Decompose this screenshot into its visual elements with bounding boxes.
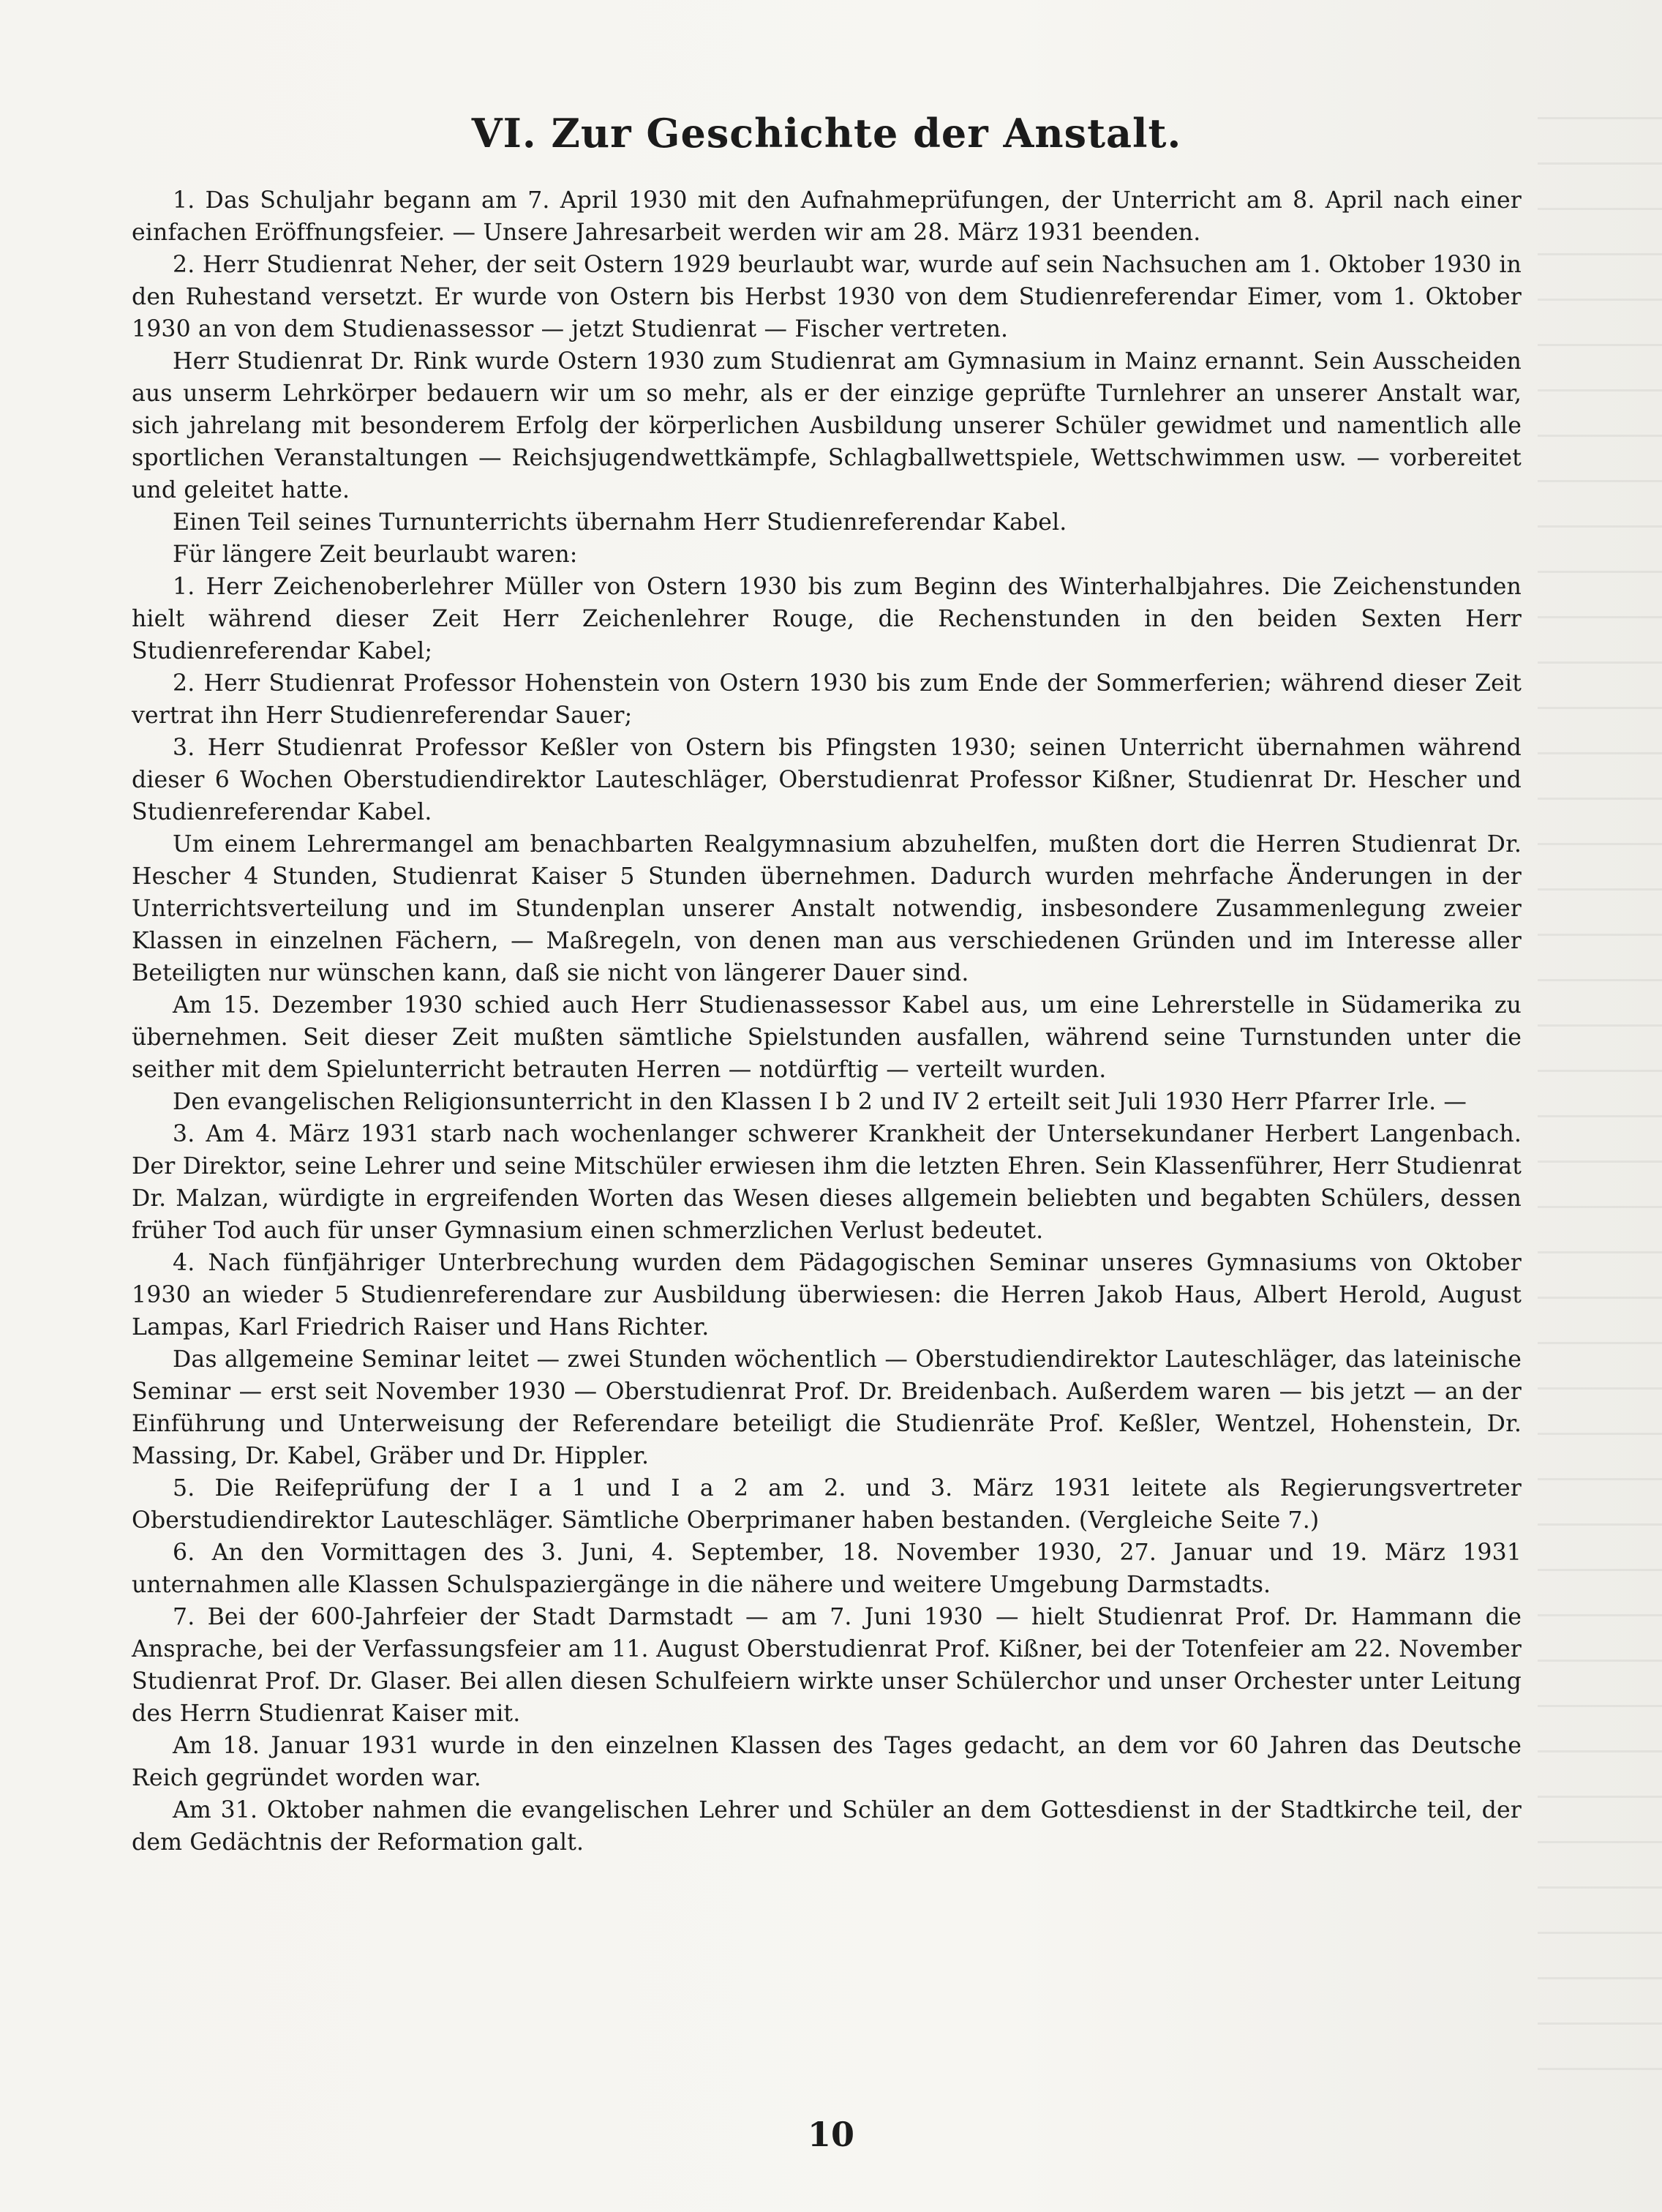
paragraph-2: 2. Herr Studienrat Neher, der seit Ostern 1929 beurlaubt war, wurde auf sein Nachsuchen am 1. Oktober 1930 in den Ruhestand versetzt. Er wurde von Ostern bis Herbst 1930 von dem Studienreferendar Eimer, vom 1. Oktober 1930 an von dem Studienassessor — jetzt Studienrat — Fischer vertreten.: [132, 252, 1522, 342]
paragraph-13: 4. Nach fünfjähriger Unterbrechung wurden dem Pädagogischen Seminar unseres Gymnasiums von Oktober 1930 an wieder 5 Studienreferendare zur Ausbildung überwiesen: die Herren Jakob Haus, Albert Herold, August Lampas, Karl Friedrich Raiser und Hans Richter.: [132, 1250, 1522, 1341]
paragraph-16: 6. An den Vormittagen des 3. Juni, 4. September, 18. November 1930, 27. Januar und 19. März 1931 unternahmen alle Klassen Schulspaziergänge in die nähere und weitere Umgebung Darmstadts.: [132, 1540, 1522, 1598]
paragraph-12: 3. Am 4. März 1931 starb nach wochenlanger schwerer Krankheit der Untersekundaner Herbert Langenbach. Der Direktor, seine Lehrer und seine Mitschüler erwiesen ihm die letzten Ehren. Sein Klassenführer, Herr Studienrat Dr. Malzan, würdigte in ergreifenden Worten das Wesen dieses allgemein beliebten und begabten Schülers, dessen früher Tod auch für unser Gymnasium einen schmerzlichen Verlust bedeutet.: [132, 1121, 1522, 1244]
paragraph-18: Am 18. Januar 1931 wurde in den einzelnen Klassen des Tages gedacht, an dem vor 60 Jahren das Deutsche Reich gegründet worden war.: [132, 1733, 1522, 1791]
bleed-through-shadow: [1538, 117, 1662, 2093]
paragraph-3: Herr Studienrat Dr. Rink wurde Ostern 1930 zum Studienrat am Gymnasium in Mainz ernannt. Sein Ausscheiden aus unserm Lehrkörper bedauern wir um so mehr, als er der einzige geprüfte Turnlehrer an unserer Anstalt war, sich jahrelang mit besonderem Erfolg der körperlichen Ausbildung unserer Schüler gewidmet und namentlich alle sportlichen Veranstaltungen — Reichsjugendwettkämpfe, Schlagballwettspiele, Wettschwimmen usw. — vorbereitet und geleitet hatte.: [132, 348, 1522, 503]
paragraph-15: 5. Die Reifeprüfung der I a 1 und I a 2 am 2. und 3. März 1931 leitete als Regierungsvertreter Oberstudiendirektor Lauteschläger. Sämtliche Oberprimaner haben bestanden. (Vergleiche Seite 7.): [132, 1475, 1522, 1534]
page-number: 10: [807, 2115, 854, 2154]
paragraph-1: 1. Das Schuljahr begann am 7. April 1930 mit den Aufnahmeprüfungen, der Unterricht am 8. April nach einer einfachen Eröffnungsfeier. — Unsere Jahresarbeit werden wir am 28. März 1931 beenden.: [132, 187, 1522, 246]
paragraph-10: Am 15. Dezember 1930 schied auch Herr Studienassessor Kabel aus, um eine Lehrerstelle in Südamerika zu übernehmen. Seit dieser Zeit mußten sämtliche Spielstunden ausfallen, während seine Turnstunden unter die seither mit dem Spielunterricht betrauten Herren — notdürftig — verteilt wurden.: [132, 992, 1522, 1083]
paragraph-19: Am 31. Oktober nahmen die evangelischen Lehrer und Schüler an dem Gottesdienst in der Stadtkirche teil, der dem Gedächtnis der Reformation galt.: [132, 1797, 1522, 1856]
section-title: VI. Zur Geschichte der Anstalt.: [471, 110, 1182, 157]
paragraph-14: Das allgemeine Seminar leitet — zwei Stunden wöchentlich — Oberstudiendirektor Lauteschläger, das lateinische Seminar — erst seit November 1930 — Oberstudienrat Prof. Dr. Breidenbach. Außerdem waren — bis jetzt — an der Einführung und Unterweisung der Referendare beteiligt die Studienräte Prof. Keßler, Wentzel, Hohenstein, Dr. Massing, Dr. Kabel, Gräber und Dr. Hippler.: [132, 1346, 1522, 1469]
paragraph-6: 1. Herr Zeichenoberlehrer Müller von Ostern 1930 bis zum Beginn des Winterhalbjahres. Die Zeichenstunden hielt während dieser Zeit Herr Zeichenlehrer Rouge, die Rechenstunden in den beiden Sexten Herr Studienreferendar Kabel;: [132, 574, 1522, 664]
paragraph-9: Um einem Lehrermangel am benachbarten Realgymnasium abzuhelfen, mußten dort die Herren Studienrat Dr. Hescher 4 Stunden, Studienrat Kaiser 5 Stunden übernehmen. Dadurch wurden mehrfache Änderungen in der Unterrichtsverteilung und im Stundenplan unserer Anstalt notwendig, insbesondere Zusammenlegung zweier Klassen in einzelnen Fächern, — Maßregeln, von denen man aus verschiedenen Gründen und im Interesse aller Beteiligten nur wünschen kann, daß sie nicht von längerer Dauer sind.: [132, 831, 1522, 986]
paragraph-17: 7. Bei der 600-Jahrfeier der Stadt Darmstadt — am 7. Juni 1930 — hielt Studienrat Prof. Dr. Hammann die Ansprache, bei der Verfassungsfeier am 11. August Oberstudienrat Prof. Kißner, bei der Totenfeier am 22. November Studienrat Prof. Dr. Glaser. Bei allen diesen Schulfeiern wirkte unser Schülerchor und unser Orchester unter Leitung des Herrn Studienrat Kaiser mit.: [132, 1604, 1522, 1727]
paragraph-8: 3. Herr Studienrat Professor Keßler von Ostern bis Pfingsten 1930; seinen Unterricht übernahmen während dieser 6 Wochen Oberstudiendirektor Lauteschläger, Oberstudienrat Professor Kißner, Studienrat Dr. Hescher und Studienreferendar Kabel.: [132, 735, 1522, 825]
paragraph-7: 2. Herr Studienrat Professor Hohenstein von Ostern 1930 bis zum Ende der Sommerferien; während dieser Zeit vertrat ihn Herr Studienreferendar Sauer;: [132, 670, 1522, 729]
paragraph-11: Den evangelischen Religionsunterricht in den Klassen I b 2 und IV 2 erteilt seit Juli 1930 Herr Pfarrer Irle. —: [173, 1089, 1467, 1115]
paragraph-5: Für längere Zeit beurlaubt waren:: [173, 541, 578, 568]
document-body: [132, 110, 1522, 1859]
paragraph-4: Einen Teil seines Turnunterrichts übernahm Herr Studienreferendar Kabel.: [173, 509, 1067, 536]
